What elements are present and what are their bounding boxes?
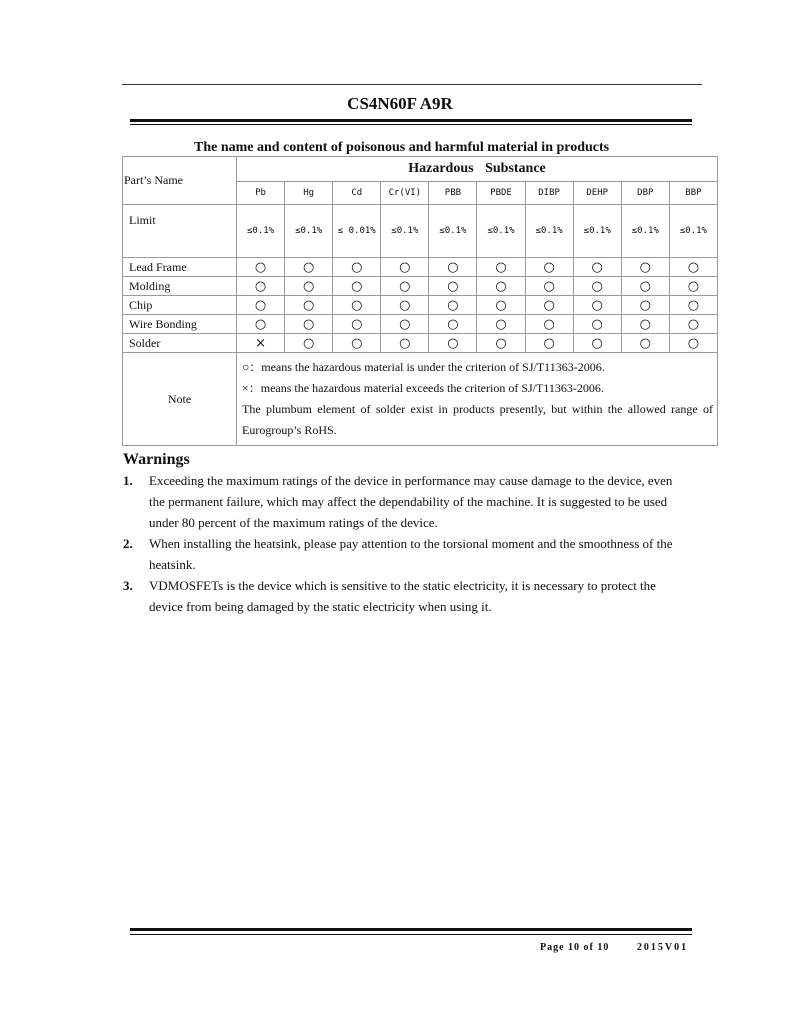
compliance-mark: × (237, 334, 285, 353)
compliance-mark: ○ (621, 296, 669, 315)
compliance-mark: ○ (573, 315, 621, 334)
compliance-mark: ○ (573, 296, 621, 315)
compliance-mark: ○ (525, 315, 573, 334)
compliance-mark: ○ (669, 296, 717, 315)
compliance-mark: ○ (669, 258, 717, 277)
compliance-mark: ○ (237, 277, 285, 296)
compliance-mark: ○ (285, 334, 333, 353)
compliance-mark: ○ (477, 258, 525, 277)
compliance-mark: ○ (525, 258, 573, 277)
header-rule (122, 84, 702, 85)
substance-header: Pb (237, 182, 285, 205)
compliance-mark: ○ (381, 296, 429, 315)
substance-header: DIBP (525, 182, 573, 205)
compliance-mark: ○ (429, 334, 477, 353)
part-label: Molding (123, 277, 237, 296)
part-label: Wire Bonding (123, 315, 237, 334)
substance-header: Hg (285, 182, 333, 205)
limit-value: ≤0.1% (621, 205, 669, 258)
part-name-header: Part’s Name (123, 157, 237, 205)
document-version: 2015V01 (636, 942, 689, 953)
page-title: CS4N60F A9R (347, 94, 453, 113)
limit-label: Limit (123, 205, 237, 258)
limit-value: ≤0.1% (573, 205, 621, 258)
compliance-mark: ○ (285, 277, 333, 296)
substance-header: Cr(VI) (381, 182, 429, 205)
note-line-exceeds-criterion: ×：means the hazardous material exceeds the criterion of SJ/T11363-2006. (242, 381, 604, 395)
compliance-mark: ○ (333, 315, 381, 334)
compliance-mark: ○ (477, 296, 525, 315)
limit-value: ≤0.1% (669, 205, 717, 258)
page-footer (540, 942, 688, 953)
title-rule-thin (130, 124, 692, 125)
compliance-mark: ○ (429, 315, 477, 334)
item-number: 1. (123, 473, 133, 488)
compliance-mark: ○ (573, 277, 621, 296)
compliance-mark: ○ (381, 277, 429, 296)
item-number: 3. (123, 578, 133, 593)
substance-header: DBP (621, 182, 669, 205)
substance-header: PBDE (477, 182, 525, 205)
item-text: When installing the heatsink, please pay attention to the torsional moment and the smoothness of the heatsink. (149, 536, 673, 572)
compliance-mark: ○ (525, 334, 573, 353)
compliance-mark: ○ (477, 334, 525, 353)
compliance-mark: ○ (669, 277, 717, 296)
compliance-mark: ○ (621, 315, 669, 334)
note-line-under-criterion: ○：means the hazardous material is under the criterion of SJ/T11363-2006. (242, 360, 605, 374)
limit-value: ≤ 0.01% (333, 205, 381, 258)
note-content (237, 353, 718, 446)
item-text: Exceeding the maximum ratings of the device in performance may cause damage to the device, even the permanent failure, which may affect the dependability of the machine. It is suggested to be used under 80 percent of the maximum ratings of the device. (149, 473, 673, 530)
compliance-mark: ○ (333, 258, 381, 277)
list-item (123, 533, 691, 575)
warnings-heading: Warnings (123, 451, 190, 468)
table-row (123, 258, 718, 277)
list-item (123, 470, 691, 533)
item-number: 2. (123, 536, 133, 551)
table-row (123, 315, 718, 334)
warnings-list (123, 470, 691, 617)
compliance-mark: ○ (573, 258, 621, 277)
compliance-mark: ○ (333, 277, 381, 296)
limit-value: ≤0.1% (525, 205, 573, 258)
compliance-mark: ○ (573, 334, 621, 353)
title-rule-thick (130, 119, 692, 122)
table-row (123, 277, 718, 296)
compliance-mark: ○ (381, 315, 429, 334)
substance-header: DEHP (573, 182, 621, 205)
part-label: Chip (123, 296, 237, 315)
hazard-table (122, 156, 718, 446)
compliance-mark: ○ (381, 258, 429, 277)
compliance-mark: ○ (525, 296, 573, 315)
compliance-mark: ○ (237, 258, 285, 277)
compliance-mark: ○ (285, 258, 333, 277)
compliance-mark: ○ (621, 334, 669, 353)
compliance-mark: ○ (477, 277, 525, 296)
compliance-mark: ○ (381, 334, 429, 353)
footer-rule-thin (130, 934, 692, 935)
table-row (123, 334, 718, 353)
table-row (123, 296, 718, 315)
compliance-mark: ○ (669, 315, 717, 334)
limit-value: ≤0.1% (237, 205, 285, 258)
compliance-mark: ○ (669, 334, 717, 353)
note-line-rohs: Eurogroup’s RoHS. (242, 423, 337, 437)
compliance-mark: ○ (237, 296, 285, 315)
compliance-mark: ○ (429, 258, 477, 277)
compliance-mark: ○ (621, 258, 669, 277)
substance-header: Cd (333, 182, 381, 205)
compliance-mark: ○ (333, 296, 381, 315)
compliance-mark: ○ (333, 334, 381, 353)
limit-value: ≤0.1% (285, 205, 333, 258)
limit-value: ≤0.1% (477, 205, 525, 258)
limit-value: ≤0.1% (381, 205, 429, 258)
note-line-plumbum: The plumbum element of solder exist in products presently, but within the allowed range of (242, 402, 713, 416)
compliance-mark: ○ (237, 315, 285, 334)
substance-header: PBB (429, 182, 477, 205)
compliance-mark: ○ (285, 296, 333, 315)
hazard-substance-header: Hazardous Substance (237, 157, 718, 182)
compliance-mark: ○ (525, 277, 573, 296)
compliance-mark: ○ (477, 315, 525, 334)
list-item (123, 575, 691, 617)
substance-header: BBP (669, 182, 717, 205)
compliance-mark: ○ (429, 277, 477, 296)
part-label: Solder (123, 334, 237, 353)
note-label: Note (123, 353, 237, 446)
table-title: The name and content of poisonous and harmful material in products (194, 140, 610, 155)
limit-value: ≤0.1% (429, 205, 477, 258)
item-text: VDMOSFETs is the device which is sensitive to the static electricity, it is necessary to protect the device from being damaged by the static electricity when using it. (149, 578, 656, 614)
compliance-mark: ○ (429, 296, 477, 315)
compliance-mark: ○ (621, 277, 669, 296)
footer-rule-thick (130, 928, 692, 931)
part-label: Lead Frame (123, 258, 237, 277)
compliance-mark: ○ (285, 315, 333, 334)
page-number: Page 10 of 10 (540, 942, 610, 953)
